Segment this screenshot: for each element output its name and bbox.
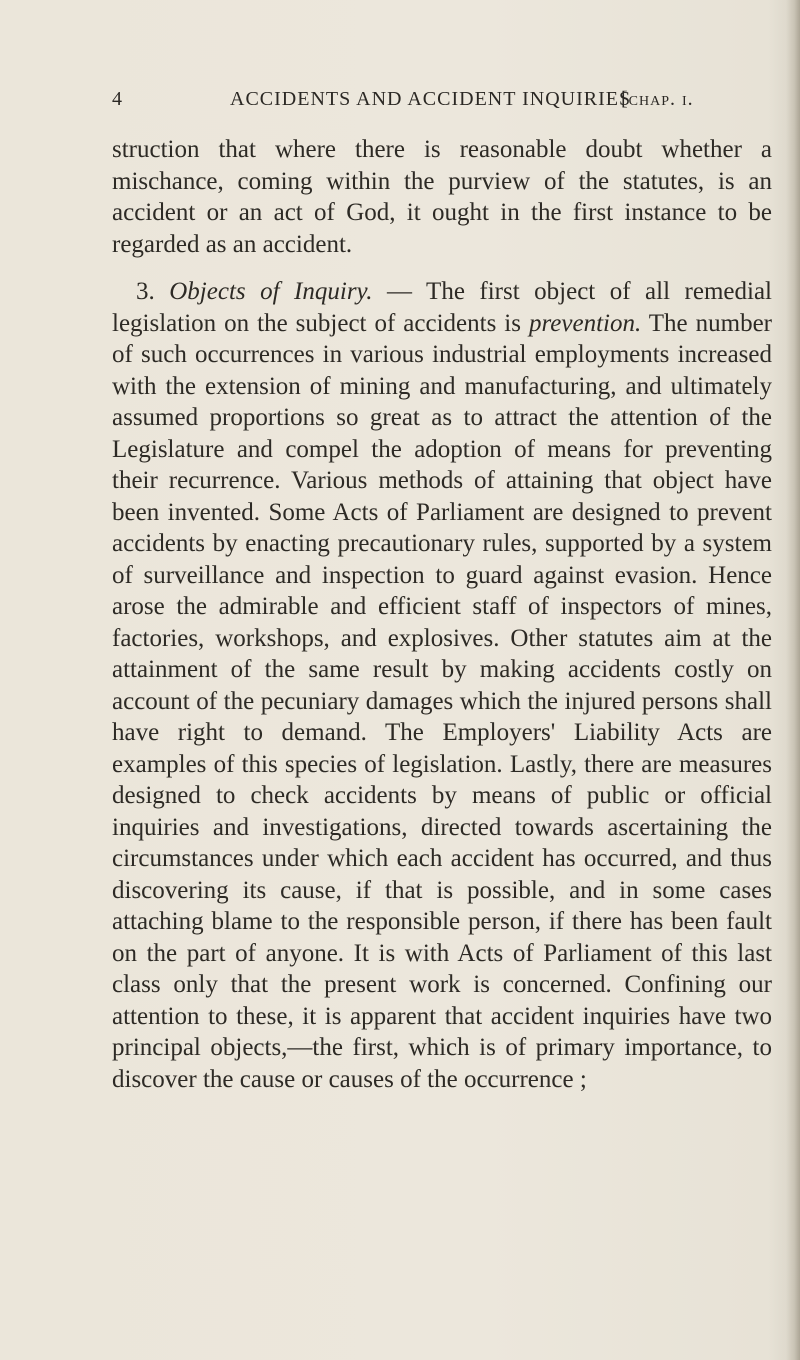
chapter-marker: [chap. i. [621,88,694,110]
running-title: ACCIDENTS AND ACCIDENT INQUIRIES [230,88,632,110]
paragraph-objects-of-inquiry [112,276,772,1095]
heading-dash: — [372,278,427,305]
section-heading: Objects of Inquiry. [169,278,373,305]
body-text [112,134,772,1095]
paragraph-continuation: struction that where there is reasonable doubt whether a mischance, coming within the purview of the statutes, is an accident or an act of God, it ought in the first instance to be regarded as an accident. [112,136,772,258]
page-number: 4 [112,88,123,110]
running-header [112,88,772,116]
paragraph-text-rest: The number of such occurrences in various industrial employments increased with the extension of mining and manufacturing, and ultimately assumed proportions so great as to attract the attention of the Legislature and compel the adoption of means for preventing their recurrence. Various methods of attaining that object have been invented. Some Acts of Parliament are designed to prevent accidents by enacting precautionary rules, supported by a system of surveillance and inspection to guard against evasion. Hence arose the admirable and efficient staff of inspectors of mines, factories, workshops, and explosives. Other statutes aim at the attainment of the same result by making accidents costly on account of the pecuniary damages which the injured persons shall have right to demand. The Employers' Liability Acts are examples of this species of legislation. Lastly, there are measures designed to check accidents by means of public or official inquiries and investigations, directed towards ascertaining the circumstances under which each accident has occurred, and thus discovering its cause, if that is possible, and in some cases attaching blame to the responsible person, if there has been fault on the part of anyone. It is with Acts of Parliament of this last class only that the present work is concerned. Confining our attention to these, it is apparent that accident inquiries have two principal objects,—the first, which is of primary importance, to discover the cause or causes of the occurrence ; [112,309,772,1093]
page-edge-shadow [786,0,800,1360]
section-number: 3. [136,278,155,305]
emphasis-prevention: prevention. [528,309,642,337]
paragraph-text-start: The first object of all remedial legislation on the subject of accidents is [112,278,772,337]
